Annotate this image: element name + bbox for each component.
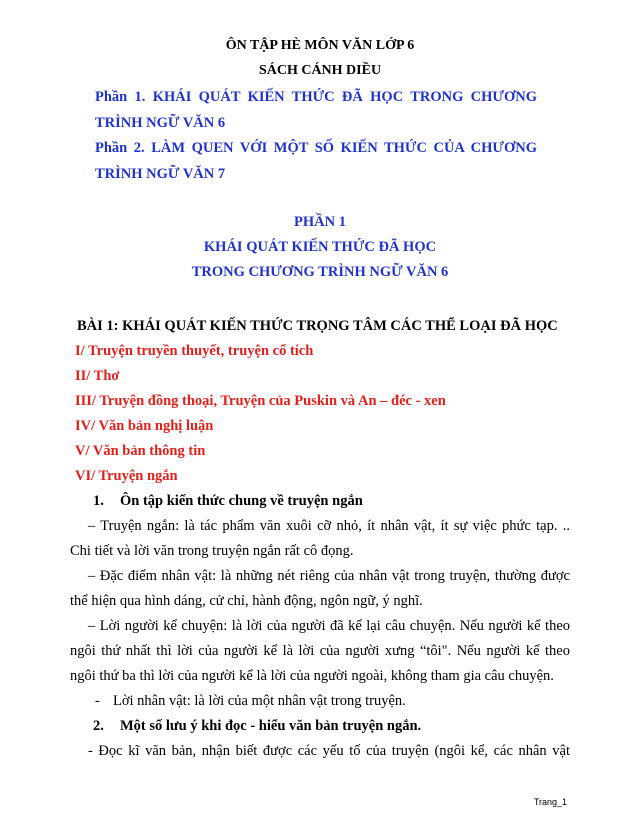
page-number: Trang_1: [533, 797, 567, 807]
doc-title: ÔN TẬP HÈ MÔN VĂN LỚP 6: [225, 38, 415, 53]
section-heading: V/ Văn bản thông tin: [75, 443, 206, 459]
part-heading-subtitle: TRONG CHƯƠNG TRÌNH NGỮ VĂN 6: [191, 264, 449, 280]
subsection-number: 2.: [93, 718, 104, 734]
section-heading: IV/ Văn bản nghị luận: [75, 418, 214, 434]
lesson-title: BÀI 1: KHÁI QUÁT KIẾN THỨC TRỌNG TÂM CÁC THỂ LOẠI ĐÃ HỌC: [77, 318, 558, 334]
toc-part2-line2: TRÌNH NGỮ VĂN 7: [95, 166, 226, 182]
bullet-dash: -: [95, 693, 100, 709]
part-heading-label: PHẦN 1: [294, 214, 346, 230]
toc-part1-line1: Phần 1. KHÁI QUÁT KIẾN THỨC ĐÃ HỌC TRONG CHƯƠNG: [95, 89, 537, 105]
bullet-text: Lời nhân vật: là lời của một nhân vật trong truyện.: [113, 693, 406, 709]
toc-part2-line1: Phần 2. LÀM QUEN VỚI MỘT SỐ KIẾN THỨC CỦA CHƯƠNG: [95, 140, 537, 156]
body-text-line: – Truyện ngắn: là tác phẩm văn xuôi cỡ nhỏ, ít nhân vật, ít sự việc phức tạp. ..: [88, 518, 570, 534]
body-text-line: Chi tiết và lời văn trong truyện ngắn rất cô đọng.: [70, 543, 354, 559]
toc-part1-line2: TRÌNH NGỮ VĂN 6: [95, 115, 226, 131]
body-text-line: thể hiện qua hình dáng, cử chỉ, hành động, ngôn ngữ, ý nghĩ.: [70, 593, 423, 609]
subsection-title: Ôn tập kiến thức chung về truyện ngắn: [120, 493, 363, 509]
body-text-line: - Đọc kĩ văn bản, nhận biết được các yếu tố của truyện (ngôi kể, các nhân vật: [88, 743, 570, 759]
body-text-line: ngôi thứ ba thì lời của người kể là lời của người ngoài, không tham gia câu chuyện.: [70, 668, 554, 684]
section-heading: VI/ Truyện ngắn: [75, 468, 178, 484]
doc-subtitle: SÁCH CÁNH DIỀU: [258, 63, 382, 78]
section-heading: II/ Thơ: [75, 368, 120, 384]
section-heading: III/ Truyện đồng thoại, Truyện của Puskin và An – đéc - xen: [75, 393, 446, 409]
body-text-line: – Đặc điểm nhân vật: là những nét riêng của nhân vật trong truyện, thường được: [88, 568, 570, 584]
subsection-number: 1.: [93, 493, 104, 509]
section-heading: I/ Truyện truyền thuyết, truyện cổ tích: [75, 343, 314, 359]
body-text-line: ngôi thứ nhất thì lời của người kể là lời của người xưng “tôi". Nếu người kể theo: [70, 643, 570, 659]
subsection-title: Một số lưu ý khi đọc - hiểu văn bản truyện ngắn.: [120, 718, 422, 734]
part-heading-title: KHÁI QUÁT KIẾN THỨC ĐÃ HỌC: [203, 239, 437, 255]
body-text-line: – Lời người kể chuyện: là lời của người đã kể lại câu chuyện. Nếu người kể theo: [88, 618, 570, 634]
